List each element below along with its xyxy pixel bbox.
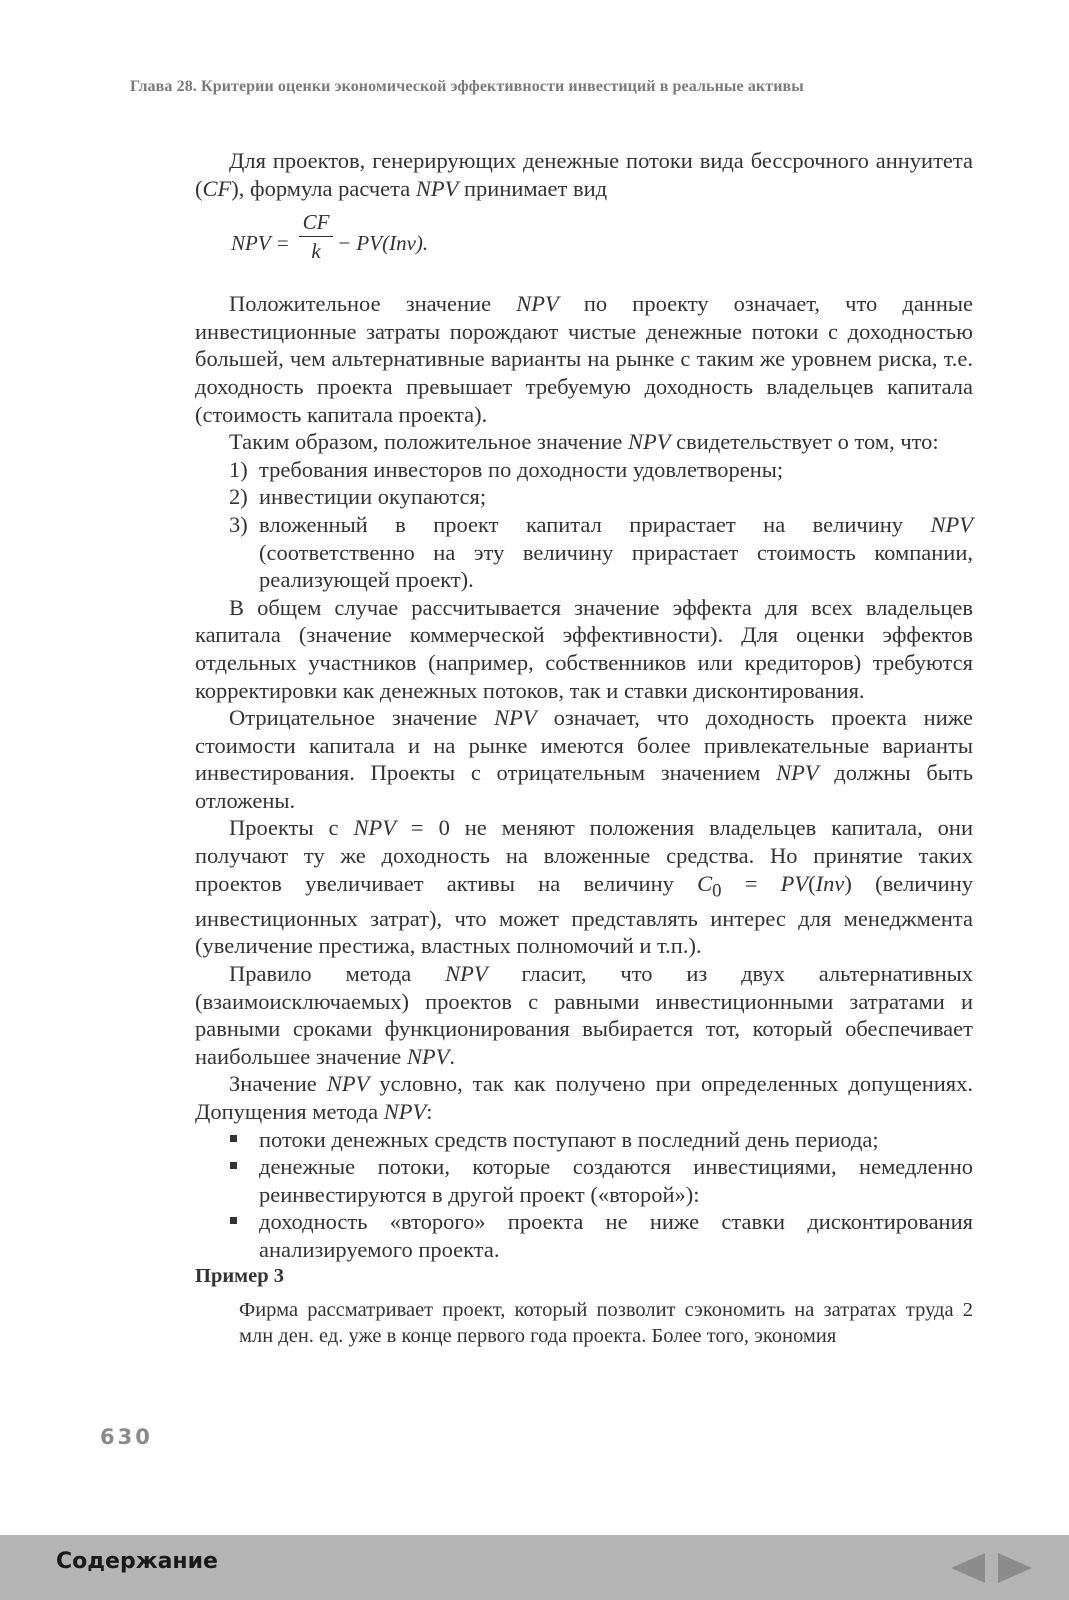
list-number: 1) [229,456,248,482]
formula-rhs: − PV(Inv). [337,231,429,256]
page-number: 630 [100,1425,153,1449]
list-item [195,511,973,594]
bullet-list [195,1126,973,1264]
text-run: Для проектов, генерирующих денежные потоки вида бессрочного аннуитета ( [195,148,973,201]
math-term: NPV [406,1043,450,1069]
math-term: NPV [326,1071,370,1097]
list-item [195,1208,973,1263]
math-term: Inv [815,870,845,896]
list-item [195,456,973,484]
list-text: (соответственно на эту величину прирастает стоимость компании, реализующей проект). [259,539,973,593]
example-body: Фирма рассматривает проект, который позволит сэкономить на затратах труда 2 млн ден. ед. уже в конце первого года проекта. Более того, экономия [239,1299,973,1348]
text-run: = [721,870,781,896]
list-text: инвестиции окупаются; [259,484,487,510]
math-term: CF [202,175,232,201]
text-run: должны быть отложены. [195,760,973,813]
formula-numerator: CF [302,210,330,235]
text-run: гласит, что из двух альтернативных (взаимоисключаемых) проектов с равными инвестиционными затратами и равными сроками функционирования выбирается тот, который обеспечивает наибольшее значение [195,960,973,1069]
paragraph-npv-rule [195,960,973,1070]
text-run: = 0 не меняют положения владельцев капитала, они получают ту же доходность на вложенные средства. Но принятие таких проектов увеличивает активы на величину [195,815,973,896]
text-run: Таким образом, положительное значение [229,429,629,455]
list-item [195,1153,973,1208]
square-bullet-icon [230,1162,237,1169]
list-number: 2) [229,484,248,510]
formula-denominator: k [311,239,321,264]
text-run: Правило метода [229,960,446,986]
list-text: вложенный в проект капитал прирастает на величину [259,511,931,537]
npv-formula [195,204,973,290]
text-run: Проекты с [229,815,354,841]
example-title: Пример 3 [195,1265,284,1288]
previous-page-icon[interactable] [951,1553,985,1583]
paragraph-negative-npv [195,704,973,814]
text-run: (величину инвестиционных затрат), что может представлять интерес для менеджмента (увеличение престижа, властных полномочий и т.п.). [195,870,973,959]
fraction-bar [299,236,333,237]
paragraph-positive-npv [195,290,973,428]
numbered-list [195,456,973,594]
text-run: свидетельствует о том, что: [670,429,939,455]
table-of-contents-link[interactable]: Содержание [56,1549,218,1574]
text-run: принимает вид [458,175,608,201]
square-bullet-icon [230,1135,237,1142]
text-run: условно, так как получено при определенных допущениях. Допущения метода [195,1071,974,1124]
running-head: Глава 28. Критерии оценки экономической эффективности инвестиций в реальные активы [130,78,804,95]
math-term: NPV [415,175,459,201]
next-page-icon[interactable] [998,1553,1032,1583]
math-subscript: 0 [712,880,722,902]
list-text: доходность «второго» проекта не ниже ставки дисконтирования анализируемого проекта. [259,1209,973,1262]
paragraph-zero-npv [195,814,973,959]
list-text: потоки денежных средств поступают в последний день периода; [259,1126,879,1152]
text-run: по проекту означает, что данные инвестиционные затраты порождают чистые денежные потоки с доходностью большей, чем альтернативные варианты на рынке с таким же уровнем риска, т.е. доходность проекта превышает требуемую доходность владельцев капитала (стоимость капитала проекта). [195,291,973,427]
text-run: Положительное значение [229,291,517,317]
text-run: : [426,1098,433,1124]
list-text: денежные потоки, которые создаются инвестициями, немедленно реинвестируются в другой проект («второй»): [259,1154,973,1207]
math-term: NPV [494,705,537,731]
math-term: NPV [628,429,671,455]
math-term: NPV [930,511,973,537]
math-term: NPV [445,960,488,986]
list-number: 3) [229,511,248,537]
math-term: PV [780,870,809,896]
paragraph-assumptions [195,1070,973,1125]
paragraph-thus [195,428,973,456]
intro-paragraph [195,147,973,202]
text-run: . [449,1043,456,1069]
text-run: Отрицательное значение [229,705,495,731]
formula-lhs: NPV = [231,231,290,256]
math-term: NPV [516,291,559,317]
list-item [195,483,973,511]
math-term: C [697,870,713,896]
formula-fraction [299,209,333,264]
bottom-navigation-bar [0,1535,1069,1600]
text-run: означает, что доходность проекта ниже стоимости капитала и на рынке имеются более привлекательные варианты инвестирования. Проекты с отрицательным значением [195,705,973,786]
square-bullet-icon [230,1217,237,1224]
text-run: ), формула расчета [231,175,416,201]
list-text: требования инвесторов по доходности удовлетворены; [259,456,784,482]
text-run: ) [844,870,852,896]
page-body [195,147,973,1349]
math-term: NPV [383,1098,427,1124]
paragraph-general-case: В общем случае рассчитывается значение эффекта для всех владельцев капитала (значение коммерческой эффективности). Для оценки эффектов отдельных участников (например, собственников или кредиторов) требуются корректировки как денежных потоков, так и ставки дисконтирования. [195,594,973,703]
math-term: NPV [776,760,819,786]
math-term: NPV [353,815,396,841]
list-item [195,1126,973,1154]
text-run: ( [808,870,816,896]
text-run: Значение [229,1071,327,1097]
